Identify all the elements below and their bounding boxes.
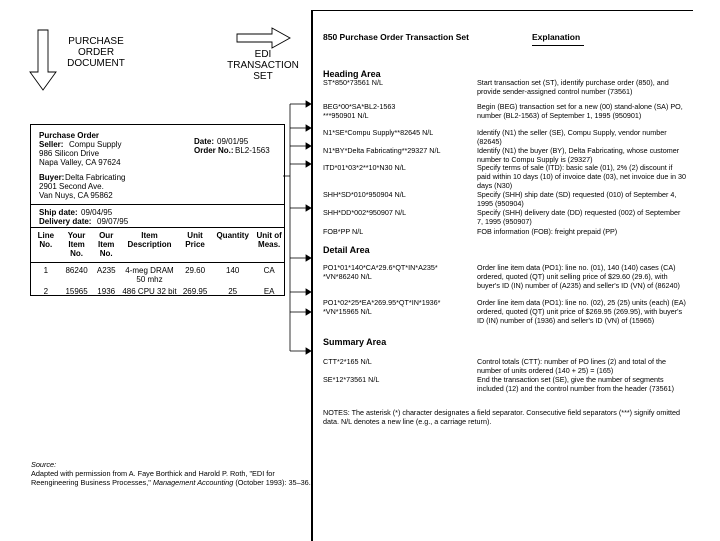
buyer-address-line-1: 2901 Second Ave.: [39, 182, 104, 191]
po-label-line-3: DOCUMENT: [67, 58, 125, 69]
segment-explanation: Control totals (CTT): number of PO lines (2) and total of the number of units ordered (140 + 25) = (165): [477, 357, 666, 375]
segment-code: SE*12*73561 N/L: [323, 375, 380, 384]
po-label-line-2: ORDER: [77, 47, 115, 58]
right-arrow-icon: [237, 28, 290, 48]
date-value: 09/01/95: [217, 137, 249, 146]
date-label: Date:: [194, 137, 215, 146]
segment-explanation: Begin (BEG) transaction set for a new (00) stand-alone (SA) PO, number (BL2-1563) of September 1, 1995 (950901): [477, 102, 683, 120]
table-cell: 25: [228, 287, 238, 296]
segment-code: SHH*SD*010*950904 N/L: [323, 190, 406, 199]
delivery-date-value: 09/07/95: [97, 217, 129, 226]
order-number-label: Order No.:: [194, 146, 234, 155]
segment-code: ST*850*73561 N/L: [323, 78, 383, 87]
purchase-order-document: [30, 124, 285, 296]
explanation-heading: Explanation: [532, 32, 581, 42]
ship-date-value: 09/04/95: [81, 208, 113, 217]
line-items-table: [31, 228, 284, 296]
segment-code: PO1*01*140*CA*29.6*QT*IN*A235* *VN*86240 N/L: [323, 263, 438, 281]
table-cell: 4-meg DRAM 50 mhz: [125, 266, 174, 284]
down-arrow-icon: [30, 30, 56, 90]
divider: [31, 204, 284, 205]
delivery-date-label: Delivery date:: [39, 217, 92, 226]
order-number-value: BL2-1563: [235, 146, 270, 155]
column-header: Unit Price: [179, 228, 211, 263]
column-header: Line No.: [31, 228, 61, 263]
explanation-underline: [532, 45, 584, 46]
table-cell: EA: [263, 287, 275, 296]
table-cell: A235: [96, 266, 116, 275]
ship-date-label: Ship date:: [39, 208, 78, 217]
table-cell: 1936: [97, 287, 116, 296]
edi-transaction-set-label: [224, 49, 302, 82]
edi-label-line-3: SET: [253, 71, 273, 82]
column-header: Your Item No.: [61, 228, 93, 263]
table-cell: 1: [43, 266, 49, 275]
segment-code: CTT*2*165 N/L: [323, 357, 372, 366]
notes: NOTES: The asterisk (*) character designates a field separator. Consecutive field separators (***) signify omitted data. N/L denotes a new line (e.g., a carriage return).: [323, 408, 681, 426]
column-header: Our Item No.: [93, 228, 120, 263]
seller-tag: Seller:: [39, 140, 64, 149]
segment-code: BEG*00*SA*BL2-1563 ***950901 N/L: [323, 102, 396, 120]
source-text: Adapted with permission from A. Faye Borthick and Harold P. Roth, "EDI for Reengineering Business Processes," Management Accounting (October 1993): 35–36.: [31, 469, 311, 487]
table-header-row: [31, 228, 284, 263]
purchase-order-document-label: [60, 36, 132, 69]
segment-explanation: Identify (N1) the seller (SE), Compu Supply, vendor number (82645): [477, 128, 667, 146]
buyer-tag: Buyer:: [39, 173, 65, 182]
column-header: Unit of Meas.: [254, 228, 284, 263]
segment-explanation: Identify (N1) the buyer (BY), Delta Fabricating, whose customer number to Compu Supply is (29327): [477, 146, 680, 164]
segment-code: N1*BY*Delta Fabricating**29327 N/L: [323, 146, 441, 155]
column-header: Quantity: [211, 228, 254, 263]
summary-area-title: Summary Area: [323, 337, 387, 347]
table-row: [31, 263, 284, 285]
source-citation: [31, 460, 311, 487]
table-cell: 269.95: [182, 287, 208, 296]
segment-explanation: Start transaction set (ST), identify purchase order (850), and provide sender-assigned control number (73561): [477, 78, 669, 96]
table-cell: 2: [43, 287, 49, 296]
segment-explanation: End the transaction set (SE), give the number of segments included (12) and the control number from the header (73561): [477, 375, 674, 393]
table-cell: 15965: [65, 287, 88, 296]
table-cell: 140: [226, 266, 240, 275]
edi-title: 850 Purchase Order Transaction Set: [323, 32, 469, 42]
table-row: [31, 284, 284, 296]
segment-code: ITD*01*03*2**10*N30 N/L: [323, 163, 406, 172]
segment-explanation: FOB information (FOB): freight prepaid (PP): [477, 227, 618, 236]
heading-area-title: Heading Area: [323, 69, 381, 79]
table-cell: 486 CPU 32 bit: [122, 287, 177, 296]
segment-code: SHH*DD*002*950907 N/L: [323, 208, 407, 217]
segment-code: FOB*PP N/L: [323, 227, 364, 236]
buyer-name: Delta Fabricating: [65, 173, 126, 182]
buyer-address-line-2: Van Nuys, CA 95862: [39, 191, 113, 200]
segment-explanation: Order line item data (PO1): line no. (02), 25 (25) units (each) (EA) ordered, quoted (QT) unit price of $269.95 (269.95), with buyer's ID (IN) number of (1936) and seller's ID (VN) of (15965): [477, 298, 686, 325]
segment-explanation: Order line item data (PO1): line no. (01), 140 (140) cases (CA) ordered, quoted (QT) unit selling price of $29.60 (29.6), with buyer's ID (IN) number of (A235) and seller's ID (VN) of (86240): [477, 263, 680, 290]
segment-code: N1*SE*Compu Supply**82645 N/L: [323, 128, 434, 137]
po-title: Purchase Order: [39, 131, 100, 140]
source-label: Source:: [31, 460, 57, 469]
table-cell: CA: [263, 266, 275, 275]
segment-explanation: Specify terms of sale (ITD): basic sale (01), 2% (2) discount if paid within 10 days (10) of invoice date (03), net invoice due in 30 days (N30): [477, 163, 686, 190]
seller-address-line-1: 986 Silicon Drive: [39, 149, 100, 158]
segment-explanation: Specify (SHH) ship date (SD) requested (010) of September 4, 1995 (950904): [477, 190, 677, 208]
edi-label-line-2: TRANSACTION: [227, 60, 299, 71]
edi-transaction-set-panel: [311, 10, 693, 541]
seller-name: Compu Supply: [69, 140, 122, 149]
journal-name: Management Accounting: [152, 478, 234, 487]
table-cell: 29.60: [185, 266, 206, 275]
segment-code: PO1*02*25*EA*269.95*QT*IN*1936* *VN*15965 N/L: [323, 298, 441, 316]
detail-area-title: Detail Area: [323, 245, 370, 255]
po-label-line-1: PURCHASE: [68, 36, 124, 47]
column-header: Item Description: [120, 228, 179, 263]
segment-explanation: Specify (SHH) delivery date (DD) requested (002) of September 7, 1995 (950907): [477, 208, 681, 226]
edi-label-line-1: EDI: [254, 49, 272, 60]
seller-address-line-2: Napa Valley, CA 97624: [39, 158, 121, 167]
table-cell: 86240: [65, 266, 88, 275]
